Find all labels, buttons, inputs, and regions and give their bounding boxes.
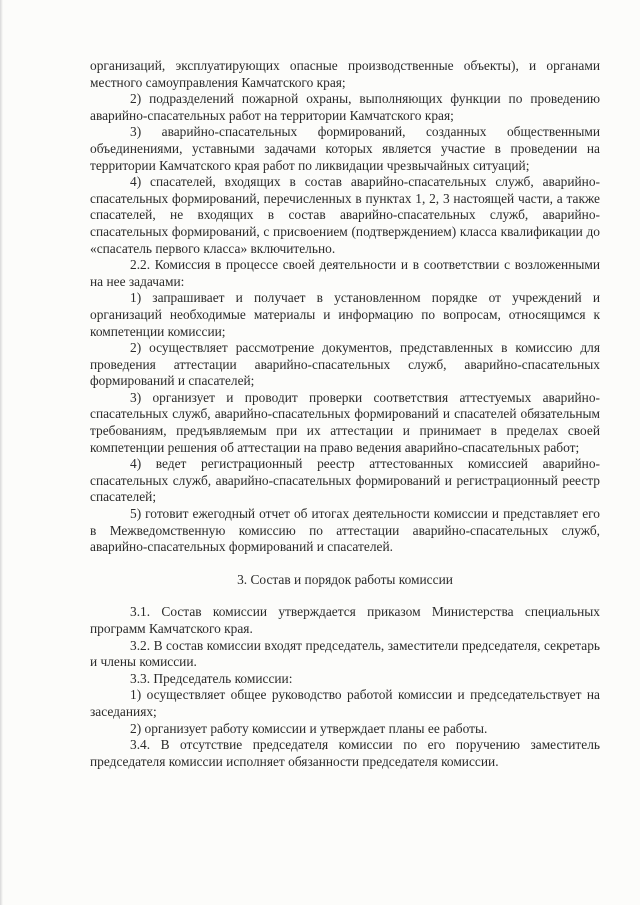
document-body — [90, 58, 600, 770]
paragraph: 3.3. Председатель комиссии: — [130, 670, 293, 686]
scan-edge-shadow — [0, 0, 3, 905]
paragraphs-bottom — [90, 604, 600, 770]
paragraph: 2) осуществляет рассмотрение документов, представленных в комиссию для проведения аттестации аварийно-спасательных служб, аварийно-спасательных формирований и спасателей; — [90, 340, 600, 389]
paragraph: 3.1. Состав комиссии утверждается приказом Министерства специальных программ Камчатского края. — [90, 604, 600, 636]
paragraph: 3) организует и проводит проверки соответствия аттестуемых аварийно-спасательных служб, аварийно-спасательных формирований и спасателей обязательным требованиям, предъявляемым при их аттестации и принимает в пределах своей компетенции решения об аттестации на право ведения аварийно-спасательных работ; — [90, 389, 600, 455]
paragraph: 3.2. В состав комиссии входят председатель, заместители председателя, секретарь и члены комиссии. — [90, 637, 600, 670]
paragraph: 2) подразделений пожарной охраны, выполняющих функции по проведению аварийно-спасательных работ на территории Камчатского края; — [90, 91, 600, 123]
paragraph: 2) организует работу комиссии и утверждает планы ее работы. — [130, 720, 488, 736]
paragraph: 3.4. В отсутствие председателя комиссии по его поручению заместитель председателя комиссии исполняет обязанности председателя комиссии. — [90, 737, 600, 769]
paragraph: 3) аварийно-спасательных формирований, созданных общественными объединениями, уставными задачами которых является участие в проведении на территории Камчатского края работ по ликвидации чрезвычайных ситуаций; — [90, 124, 600, 173]
paragraph: организаций, эксплуатирующих опасные производственные объекты), и органами местного самоуправления Камчатского края; — [90, 58, 600, 90]
paragraphs-top — [90, 58, 600, 556]
section-heading: 3. Состав и порядок работы комиссии — [237, 571, 453, 587]
paragraph: 1) осуществляет общее руководство работой комиссии и председательствует на заседаниях; — [90, 687, 600, 719]
paragraph: 1) запрашивает и получает в установленном порядке от учреждений и организаций необходимые материалы и информацию по вопросам, относящимся к компетенции комиссии; — [90, 290, 600, 339]
paragraph: 5) готовит ежегодный отчет об итогах деятельности комиссии и представляет его в Межведомственную комиссию по аттестации аварийно-спасательных служб, аварийно-спасательных формирований и спасателей. — [90, 506, 600, 555]
paragraph: 4) ведет регистрационный реестр аттестованных комиссией аварийно-спасательных служб, аварийно-спасательных формирований и регистрационный реестр спасателей; — [90, 456, 600, 505]
paragraph: 4) спасателей, входящих в состав аварийно-спасательных служб, аварийно-спасательных формирований, перечисленных в пунктах 1, 2, 3 настоящей части, а также спасателей, не входящих в состав аварийно-спасательных служб, аварийно-спасательных формирований, с присвоением (подтверждением) класса квалификации до «спасатель первого класса» включительно. — [90, 174, 600, 256]
paragraph: 2.2. Комиссия в процессе своей деятельности и в соответствии с возложенными на нее задачами: — [90, 257, 600, 289]
